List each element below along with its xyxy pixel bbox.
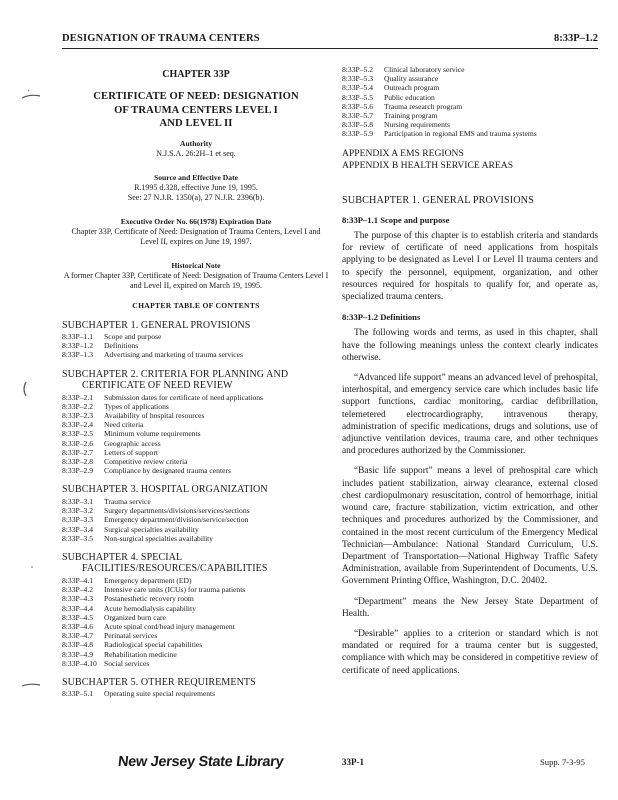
header-title: DESIGNATION OF TRAUMA CENTERS (62, 33, 260, 44)
toc-entry (62, 525, 330, 534)
toc-entry-label: Operating suite special requirements (104, 689, 216, 699)
toc-entry (342, 83, 598, 92)
historical-note-text: A former Chapter 33P, Certificate of Need: Designation of Trauma Centers Level I and Level II, expired on March 19, 1995. (63, 270, 329, 290)
library-stamp: New Jersey State Library (117, 754, 285, 770)
toc-entry (62, 332, 330, 341)
toc-entry (342, 120, 598, 129)
page-number: 33P-1 (342, 757, 364, 767)
toc-entry-number: 8:33P–5.6 (342, 101, 374, 111)
toc-entry (62, 393, 330, 402)
toc-subchapter-heading (62, 552, 330, 575)
toc-entry (62, 411, 330, 420)
toc-entry (62, 341, 330, 350)
toc-entry-label: Quality assurance (384, 74, 439, 84)
header-section-number: 8:33P–1.2 (553, 33, 598, 44)
toc-entry-label: Surgical specialties availability (104, 524, 199, 534)
chapter-title-line: CERTIFICATE OF NEED: DESIGNATION (93, 91, 299, 102)
toc-entry-label: Letters of support (104, 447, 158, 457)
chapter-number: CHAPTER 33P (162, 69, 230, 80)
toc-entry-label: Scope and purpose (104, 332, 162, 341)
toc-entry (342, 93, 598, 102)
margin-mark (18, 676, 44, 694)
toc-entry-number: 8:33P–2.8 (62, 457, 94, 467)
toc-entry-number: 8:33P–5.5 (342, 92, 374, 102)
toc-entry-number: 8:33P–4.9 (62, 649, 94, 659)
toc-entry-number: 8:33P–2.4 (62, 420, 94, 430)
toc-entry-number: 8:33P–3.5 (62, 533, 94, 543)
authority-heading: Authority (179, 138, 213, 148)
toc-entry-label: Emergency department/division/service/section (104, 515, 249, 525)
toc-entry-number: 8:33P–2.6 (62, 438, 94, 448)
toc-entry-label: Definitions (104, 341, 139, 351)
toc-entry-label: Trauma service (104, 496, 151, 506)
toc-entry-label: Non-surgical specialties availability (104, 533, 214, 543)
toc-entry-label: Organized burn care (104, 612, 166, 622)
toc-subchapter-heading-line: SUBCHAPTER 2. CRITERIA FOR PLANNING AND (62, 368, 289, 380)
toc-entry-number: 8:33P–2.2 (62, 401, 94, 411)
toc-entry (62, 497, 330, 506)
toc-entry-label: Need criteria (104, 420, 144, 430)
toc-entry-label: Acute hemodialysis capability (104, 603, 196, 613)
toc-entry-number: 8:33P–2.5 (62, 429, 94, 439)
toc-entry-label: Emergency department (ED) (104, 575, 192, 585)
toc-entry-label: Advertising and marketing of trauma services (104, 350, 243, 360)
toc-entry (62, 429, 330, 438)
toc-entry-label: Submission dates for certificate of need applications (104, 392, 263, 402)
margin-mark (18, 380, 44, 398)
paragraph: The purpose of this chapter is to establish criteria and standards for review of certificate of need applications from hospitals applying to be designated as Level I or Level II trauma centers and to specify the personnel, equipment, organization, and other resources required for hospitals to qualify for, and operate as, specialized trauma centers. (342, 231, 598, 303)
toc-subchapter-heading: SUBCHAPTER 5. OTHER REQUIREMENTS (62, 676, 256, 688)
left-column (62, 64, 330, 699)
toc-entry-number: 8:33P–2.1 (62, 392, 94, 402)
section-heading: 8:33P–1.2 Definitions (342, 312, 421, 323)
chapter-title-line: AND LEVEL II (159, 118, 233, 129)
toc-entry-label: Acute spinal cord/head injury management (104, 621, 235, 631)
toc-entry-number: 8:33P–3.1 (62, 496, 94, 506)
appendix-list (342, 148, 598, 173)
margin-mark (18, 562, 44, 580)
page-footer (0, 752, 618, 782)
toc-entry (62, 640, 330, 649)
toc-heading: CHAPTER TABLE OF CONTENTS (132, 300, 260, 310)
toc-entry (62, 466, 330, 475)
toc-entry (342, 111, 598, 120)
right-column (342, 64, 598, 677)
toc-entry-number: 8:33P–3.3 (62, 515, 94, 525)
toc-entry (62, 585, 330, 594)
supplement-date: Supp. 7-3-95 (540, 757, 585, 767)
toc-entry-number: 8:33P–4.6 (62, 621, 94, 631)
toc-entry-number: 8:33P–2.7 (62, 447, 94, 457)
toc-entry-label: Perinatal services (104, 631, 158, 641)
toc-entry (342, 65, 598, 74)
toc-entry-label: Postanesthetic recovery room (104, 594, 194, 604)
toc-entry (62, 659, 330, 668)
section-heading: 8:33P–1.1 Scope and purpose (342, 214, 450, 225)
toc-entry-number: 8:33P–2.3 (62, 411, 94, 421)
toc-entry-number: 8:33P–5.2 (342, 65, 374, 74)
toc-entry-label: Clinical laboratory service (384, 65, 465, 74)
toc-entry-label: Competitive review criteria (104, 457, 188, 467)
toc-entry-number: 8:33P–4.3 (62, 594, 94, 604)
toc-entry (62, 350, 330, 359)
toc-entry-number: 8:33P–4.4 (62, 603, 94, 613)
toc-entry-number: 8:33P–2.9 (62, 466, 94, 476)
appendix-item: APPENDIX A EMS REGIONS (342, 147, 464, 159)
toc-entry-label: Compliance by designated trauma centers (104, 466, 231, 476)
toc-entry-number: 8:33P–5.9 (342, 129, 374, 139)
toc-entry (342, 102, 598, 111)
toc-entry (62, 631, 330, 640)
source-line: See: 27 N.J.R. 1350(a), 27 N.J.R. 2396(b). (127, 192, 265, 202)
toc-entry-number: 8:33P–5.1 (62, 689, 94, 699)
chapter-title (62, 90, 330, 131)
executive-order-text: Chapter 33P, Certificate of Need: Designation of Trauma Centers, Level I and Level II, expires on June 19, 1997. (71, 226, 321, 246)
toc-entry (62, 515, 330, 524)
toc-entry (62, 622, 330, 631)
toc-entry (62, 576, 330, 585)
toc-entry (62, 689, 330, 698)
toc-entry (62, 604, 330, 613)
toc-entry-number: 8:33P–1.2 (62, 341, 94, 351)
toc-entry (62, 420, 330, 429)
toc-entry-number: 8:33P–4.1 (62, 575, 94, 585)
toc-subchapter-heading-line: FACILITIES/RESOURCES/CAPABILITIES (82, 563, 268, 575)
definition-paragraph: “Desirable” applies to a criterion or standard which is not mandated or required for a trauma center but is suggested, compliance with which may be considered in competitive review of certificate of need applications. (342, 628, 598, 676)
chapter-title-line: OF TRAUMA CENTERS LEVEL I (114, 104, 278, 116)
toc-entry-label: Types of applications (104, 401, 169, 411)
toc-subchapter-heading-line: SUBCHAPTER 4. SPECIAL (62, 551, 183, 563)
appendix-item: APPENDIX B HEALTH SERVICE AREAS (342, 160, 514, 172)
toc-entry-number: 8:33P–4.5 (62, 612, 94, 622)
toc-list (62, 689, 330, 698)
toc-entry-number: 8:33P–4.8 (62, 640, 94, 650)
toc-entry-number: 8:33P–4.10 (62, 658, 97, 668)
toc-entry-number: 8:33P–4.7 (62, 631, 94, 641)
definition-paragraph: “Department” means the New Jersey State Department of Health. (342, 596, 598, 619)
toc-entry-number: 8:33P–5.8 (342, 120, 374, 130)
authority-text: N.J.S.A. 26:2H–1 et seq. (156, 148, 236, 158)
toc-entry (342, 129, 598, 138)
toc-entry-label: Geographic access (104, 438, 161, 448)
toc-entry (342, 74, 598, 83)
executive-order-heading: Executive Order No. 66(1978) Expiration Date (120, 216, 272, 226)
toc-entry-label: Radiological special capabilities (104, 640, 203, 650)
toc-entry (62, 594, 330, 603)
toc-list (342, 65, 598, 139)
toc-entry (62, 448, 330, 457)
toc-entry-number: 8:33P–4.2 (62, 585, 94, 595)
definition-paragraph: “Basic life support” means a level of prehospital care which includes patient stabilization, airway clearance, external closed chest cardiopulmonary resuscitation, control of hemorrhage, initial wound care, fracture stabilization, victim extrication, and other techniques and procedures authorized by the Commissioner, and contained in the most recent curriculum of the Emergency Medical Technician—Ambulance: National Standard Curriculum, U.S. Department of Transportation—National Highway Traffic Safety Administration, available from Superintendent of Documents, U.S. Government Printing Office, Washington, D.C. 20402. (342, 466, 598, 587)
toc-entry-number: 8:33P–1.3 (62, 350, 94, 360)
toc-list (62, 576, 330, 668)
toc-entry-label: Participation in regional EMS and trauma systems (384, 129, 537, 139)
definition-paragraph: “Advanced life support” means an advanced level of prehospital, interhospital, and emergency service care which includes basic life support functions, cardiac monitoring, cardiac defibrillation, telemetered electrocardiography, intravenous therapy, administration of specific medications, drugs and solutions, use of adjunctive ventilation devices, trauma care, and other techniques and procedures authorized by the Commissioner. (342, 373, 598, 457)
toc-entry (62, 402, 330, 411)
toc-entry-number: 8:33P–1.1 (62, 332, 94, 341)
toc-entry-label: Public education (384, 92, 435, 102)
margin-mark (18, 86, 44, 104)
toc-entry-label: Training program (384, 111, 438, 121)
toc-entry-label: Intensive care units (ICUs) for trauma patients (104, 585, 246, 595)
toc-entry-number: 8:33P–5.7 (342, 111, 374, 121)
toc-entry-number: 8:33P–3.2 (62, 506, 94, 516)
toc-entry-label: Rehabilitation medicine (104, 649, 177, 659)
toc-list (62, 393, 330, 476)
toc-entry (62, 534, 330, 543)
toc-entry-label: Social services (104, 658, 150, 668)
toc-entry-number: 8:33P–5.4 (342, 83, 374, 93)
toc-entry (62, 439, 330, 448)
toc-entry-label: Surgery departments/divisions/services/sections (104, 506, 250, 516)
toc-entry-label: Nursing requirements (384, 120, 451, 130)
toc-list (62, 332, 330, 360)
source-heading: Source and Effective Date (153, 172, 238, 182)
toc-entry (62, 613, 330, 622)
toc-subchapter-heading: SUBCHAPTER 1. GENERAL PROVISIONS (62, 319, 251, 331)
toc-entry-label: Availability of hospital resources (104, 411, 205, 421)
toc-subchapter-heading (62, 369, 330, 392)
toc-entry (62, 650, 330, 659)
toc-entry-label: Trauma research program (384, 101, 463, 111)
toc-entry-number: 8:33P–3.4 (62, 524, 94, 534)
toc-subchapter-heading: SUBCHAPTER 3. HOSPITAL ORGANIZATION (62, 484, 268, 496)
subchapter-heading: SUBCHAPTER 1. GENERAL PROVISIONS (342, 194, 534, 206)
toc-entry-label: Outreach program (384, 83, 440, 93)
running-header (62, 30, 598, 49)
toc-entry-number: 8:33P–5.3 (342, 74, 374, 84)
toc-subchapter-heading-line: CERTIFICATE OF NEED REVIEW (82, 380, 233, 392)
toc-entry (62, 506, 330, 515)
toc-list (62, 497, 330, 543)
toc-entry (62, 457, 330, 466)
source-line: R.1995 d.328, effective June 19, 1995. (134, 182, 258, 192)
toc-entry-label: Minimum volume requirements (104, 429, 201, 439)
paragraph: The following words and terms, as used in this chapter, shall have the following meanings unless the context clearly indicates otherwise. (342, 328, 598, 363)
historical-note-heading: Historical Note (171, 260, 221, 270)
